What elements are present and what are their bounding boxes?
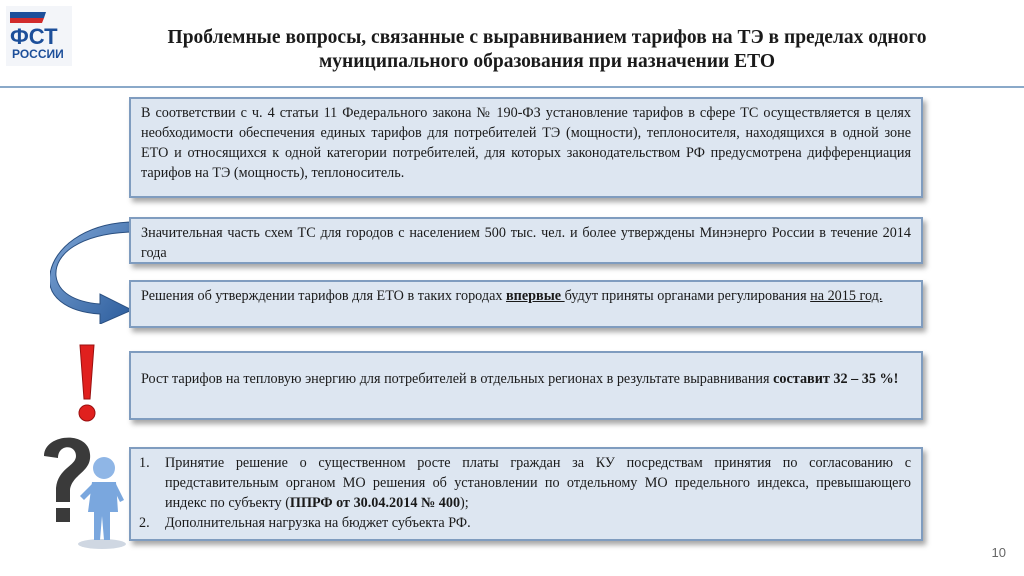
list-item-text: Дополнительная нагрузка на бюджет субъекта РФ. bbox=[165, 515, 471, 531]
list-item-text-tail: ); bbox=[460, 495, 469, 511]
tariff-growth-box bbox=[129, 351, 923, 420]
list-item bbox=[139, 453, 911, 513]
exclamation-icon bbox=[72, 343, 102, 425]
tariff-growth-text bbox=[141, 369, 911, 389]
first-time-emphasis: впервые bbox=[506, 288, 565, 304]
tariff-growth-percent: составит 32 – 35 %! bbox=[773, 371, 899, 387]
consequences-box bbox=[129, 447, 923, 541]
page-number: 10 bbox=[991, 545, 1006, 560]
tariff-decisions-part2: будут приняты органами регулирования bbox=[564, 288, 811, 304]
heat-schemes-text: Значительная часть схем ТС для городов с населением 500 тыс. чел. и более утверждены Минэнерго России в течение 2014 года bbox=[141, 225, 911, 261]
fst-logo bbox=[6, 6, 72, 66]
decree-reference: ППРФ от 30.04.2014 № 400 bbox=[289, 495, 461, 511]
heat-schemes-box bbox=[129, 217, 923, 264]
question-figure-icon bbox=[30, 428, 130, 552]
curved-arrow-icon bbox=[50, 218, 136, 324]
list-item-text-main: Принятие решение о существенном росте платы граждан за КУ посредствам принятия по согласованию с представительным органом МО решения об установлении по отдельному МО предельного индекса, превышающего индекс по субъекту ( bbox=[165, 455, 911, 511]
law-reference-box bbox=[129, 97, 923, 198]
consequences-list bbox=[139, 453, 911, 533]
title-divider bbox=[0, 86, 1024, 88]
logo-subtext: РОССИИ bbox=[12, 47, 64, 61]
list-item-number: 1. bbox=[139, 455, 150, 471]
tariff-growth-lead: Рост тарифов на тепловую энергию для потребителей в отдельных регионах в результате выравнивания bbox=[141, 371, 774, 387]
logo-text: ФСТ bbox=[10, 24, 58, 49]
year-2015-text: на 2015 год. bbox=[810, 288, 883, 304]
tariff-decisions-part1: Решения об утверждении тарифов для ЕТО в таких городах bbox=[141, 288, 507, 304]
law-reference-text: В соответствии с ч. 4 статьи 11 Федерального закона № 190-ФЗ установление тарифов в сфере ТС осуществляется в целях необходимости обеспечения единых тарифов для потребителей ТЭ (мощности), теплоносителя, находящихся в одной зоне ЕТО и относящихся к одной категории потребителей, для которых законодательством РФ предусмотрена дифференциация тарифов на ТЭ (мощность), теплоноситель. bbox=[141, 105, 911, 181]
tariff-decisions-text bbox=[141, 286, 911, 306]
list-item-number: 2. bbox=[139, 515, 150, 531]
list-item-text bbox=[165, 453, 911, 513]
slide-title: Проблемные вопросы, связанные с выравниванием тарифов на ТЭ в пределах одного муниципального образования при назначении ЕТО bbox=[167, 27, 927, 72]
list-item bbox=[139, 513, 911, 533]
tariff-decisions-box bbox=[129, 280, 923, 328]
